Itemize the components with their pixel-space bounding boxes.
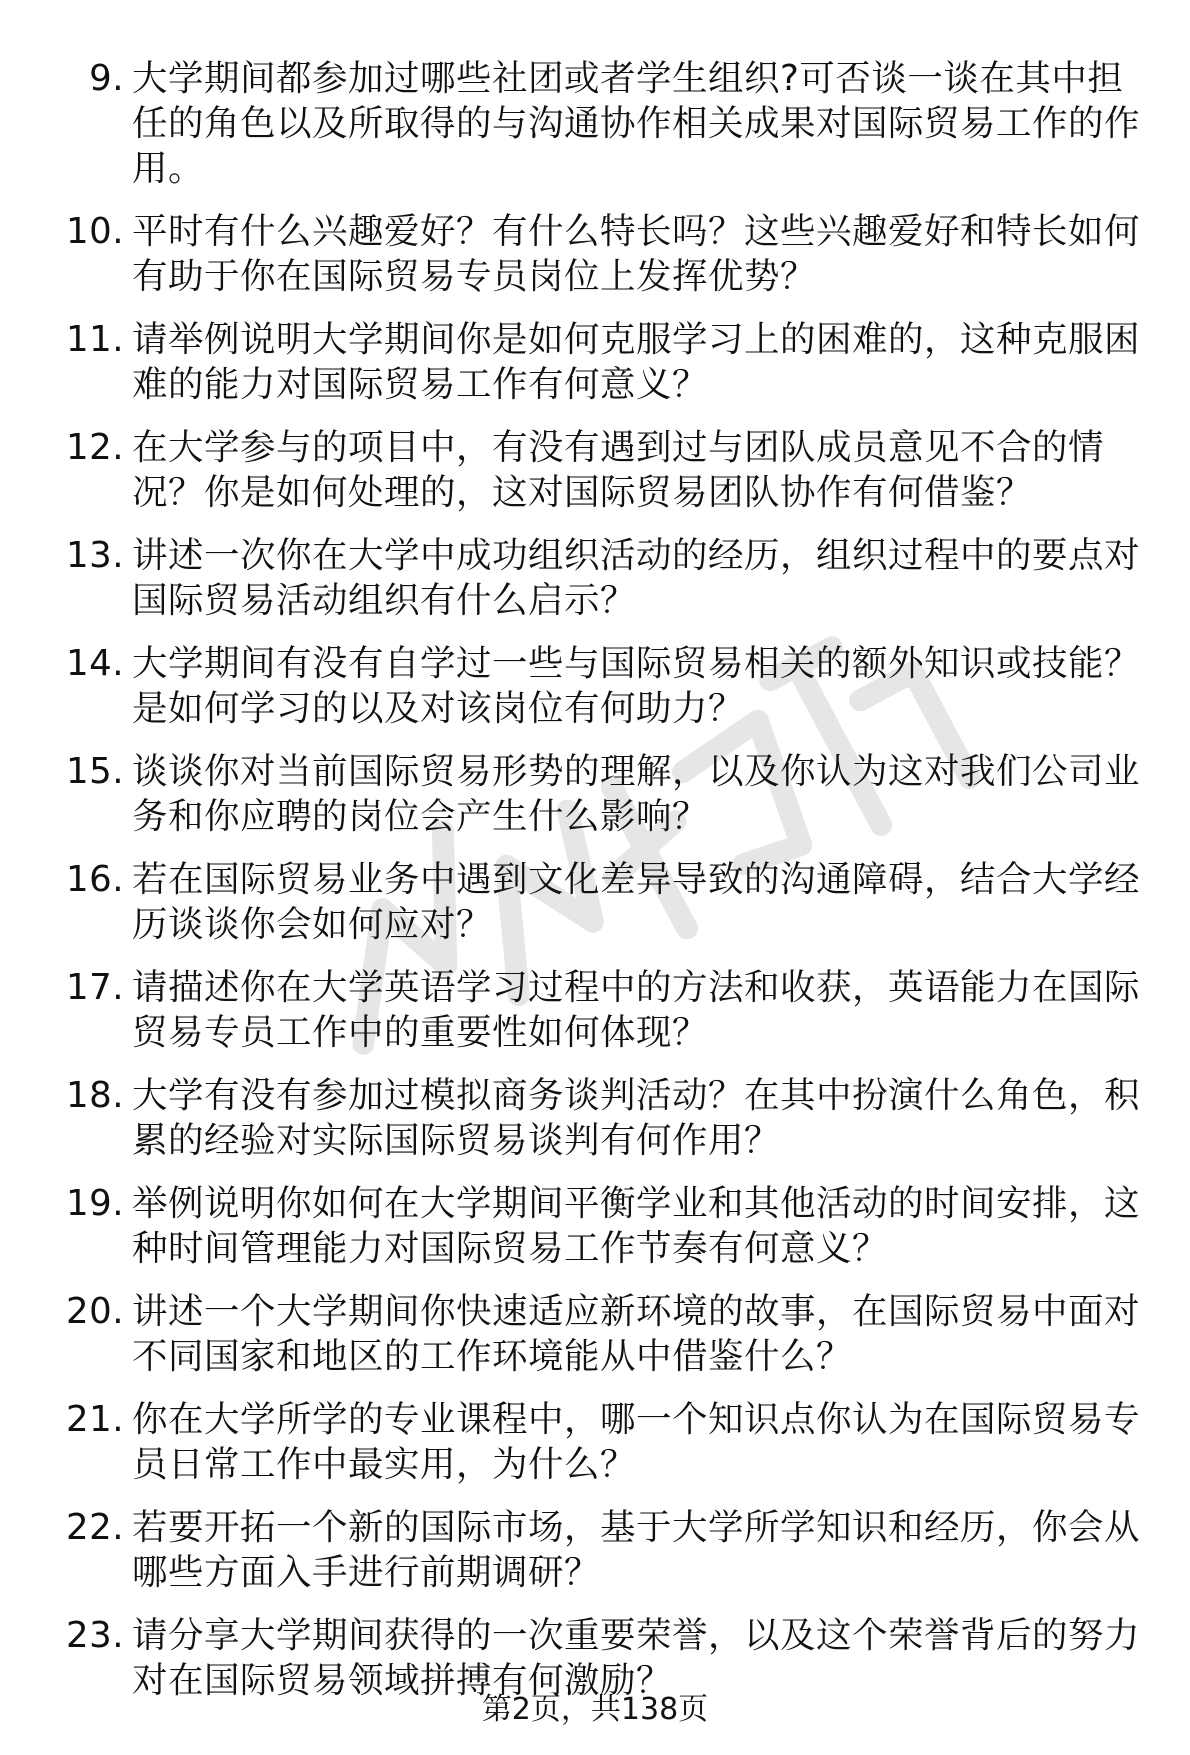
question-text: 在大学参与的项目中，有没有遇到过与团队成员意见不合的情况？你是如何处理的，这对国际贸易团队协作有何借鉴？ [132, 427, 1105, 513]
question-number: 10. [66, 211, 124, 252]
page-number-label: 第2页，共138页 [481, 1692, 709, 1727]
list-item [0, 1613, 1190, 1703]
list-item [0, 641, 1190, 731]
question-text: 你在大学所学的专业课程中，哪一个知识点你认为在国际贸易专员日常工作中最实用，为什么？ [132, 1399, 1141, 1485]
list-item [0, 1505, 1190, 1595]
question-number: 17. [66, 967, 124, 1008]
question-text: 谈谈你对当前国际贸易形势的理解，以及你认为这对我们公司业务和你应聘的岗位会产生什么影响？ [132, 751, 1141, 837]
question-list [0, 56, 1190, 1703]
question-number: 22. [66, 1507, 124, 1548]
question-number: 20. [66, 1291, 124, 1332]
question-number: 9. [89, 58, 124, 99]
question-number: 13. [66, 535, 124, 576]
list-item [0, 533, 1190, 623]
list-item [0, 857, 1190, 947]
question-text: 请举例说明大学期间你是如何克服学习上的困难的，这种克服困难的能力对国际贸易工作有何意义？ [132, 319, 1141, 405]
question-number: 19. [66, 1183, 124, 1224]
list-item [0, 1181, 1190, 1271]
question-text: 大学有没有参加过模拟商务谈判活动？在其中扮演什么角色，积累的经验对实际国际贸易谈判有何作用？ [132, 1075, 1141, 1161]
list-item [0, 317, 1190, 407]
question-number: 23. [66, 1615, 124, 1656]
question-text: 大学期间有没有自学过一些与国际贸易相关的额外知识或技能？是如何学习的以及对该岗位有何助力？ [132, 643, 1141, 729]
question-text: 举例说明你如何在大学期间平衡学业和其他活动的时间安排，这种时间管理能力对国际贸易工作节奏有何意义？ [132, 1183, 1141, 1269]
question-text: 平时有什么兴趣爱好？有什么特长吗？这些兴趣爱好和特长如何有助于你在国际贸易专员岗位上发挥优势？ [132, 211, 1141, 297]
list-item [0, 425, 1190, 515]
list-item [0, 56, 1190, 191]
list-item [0, 749, 1190, 839]
question-number: 12. [66, 427, 124, 468]
list-item [0, 209, 1190, 299]
question-number: 14. [66, 643, 124, 684]
question-text: 大学期间都参加过哪些社团或者学生组织?可否谈一谈在其中担任的角色以及所取得的与沟通协作相关成果对国际贸易工作的作用。 [132, 58, 1141, 189]
question-text: 请描述你在大学英语学习过程中的方法和收获，英语能力在国际贸易专员工作中的重要性如何体现？ [132, 967, 1141, 1053]
list-item [0, 1073, 1190, 1163]
question-text: 若要开拓一个新的国际市场，基于大学所学知识和经历，你会从哪些方面入手进行前期调研？ [132, 1507, 1141, 1593]
question-text: 讲述一次你在大学中成功组织活动的经历，组织过程中的要点对国际贸易活动组织有什么启示？ [132, 535, 1141, 621]
question-number: 11. [66, 319, 124, 360]
question-number: 16. [66, 859, 124, 900]
question-text: 若在国际贸易业务中遇到文化差异导致的沟通障碍，结合大学经历谈谈你会如何应对？ [132, 859, 1141, 945]
list-item [0, 965, 1190, 1055]
list-item [0, 1289, 1190, 1379]
list-item [0, 1397, 1190, 1487]
question-text: 请分享大学期间获得的一次重要荣誉，以及这个荣誉背后的努力对在国际贸易领域拼搏有何激励？ [132, 1615, 1141, 1701]
question-text: 讲述一个大学期间你快速适应新环境的故事，在国际贸易中面对不同国家和地区的工作环境能从中借鉴什么？ [132, 1291, 1141, 1377]
question-number: 21. [66, 1399, 124, 1440]
question-number: 15. [66, 751, 124, 792]
question-number: 18. [66, 1075, 124, 1116]
